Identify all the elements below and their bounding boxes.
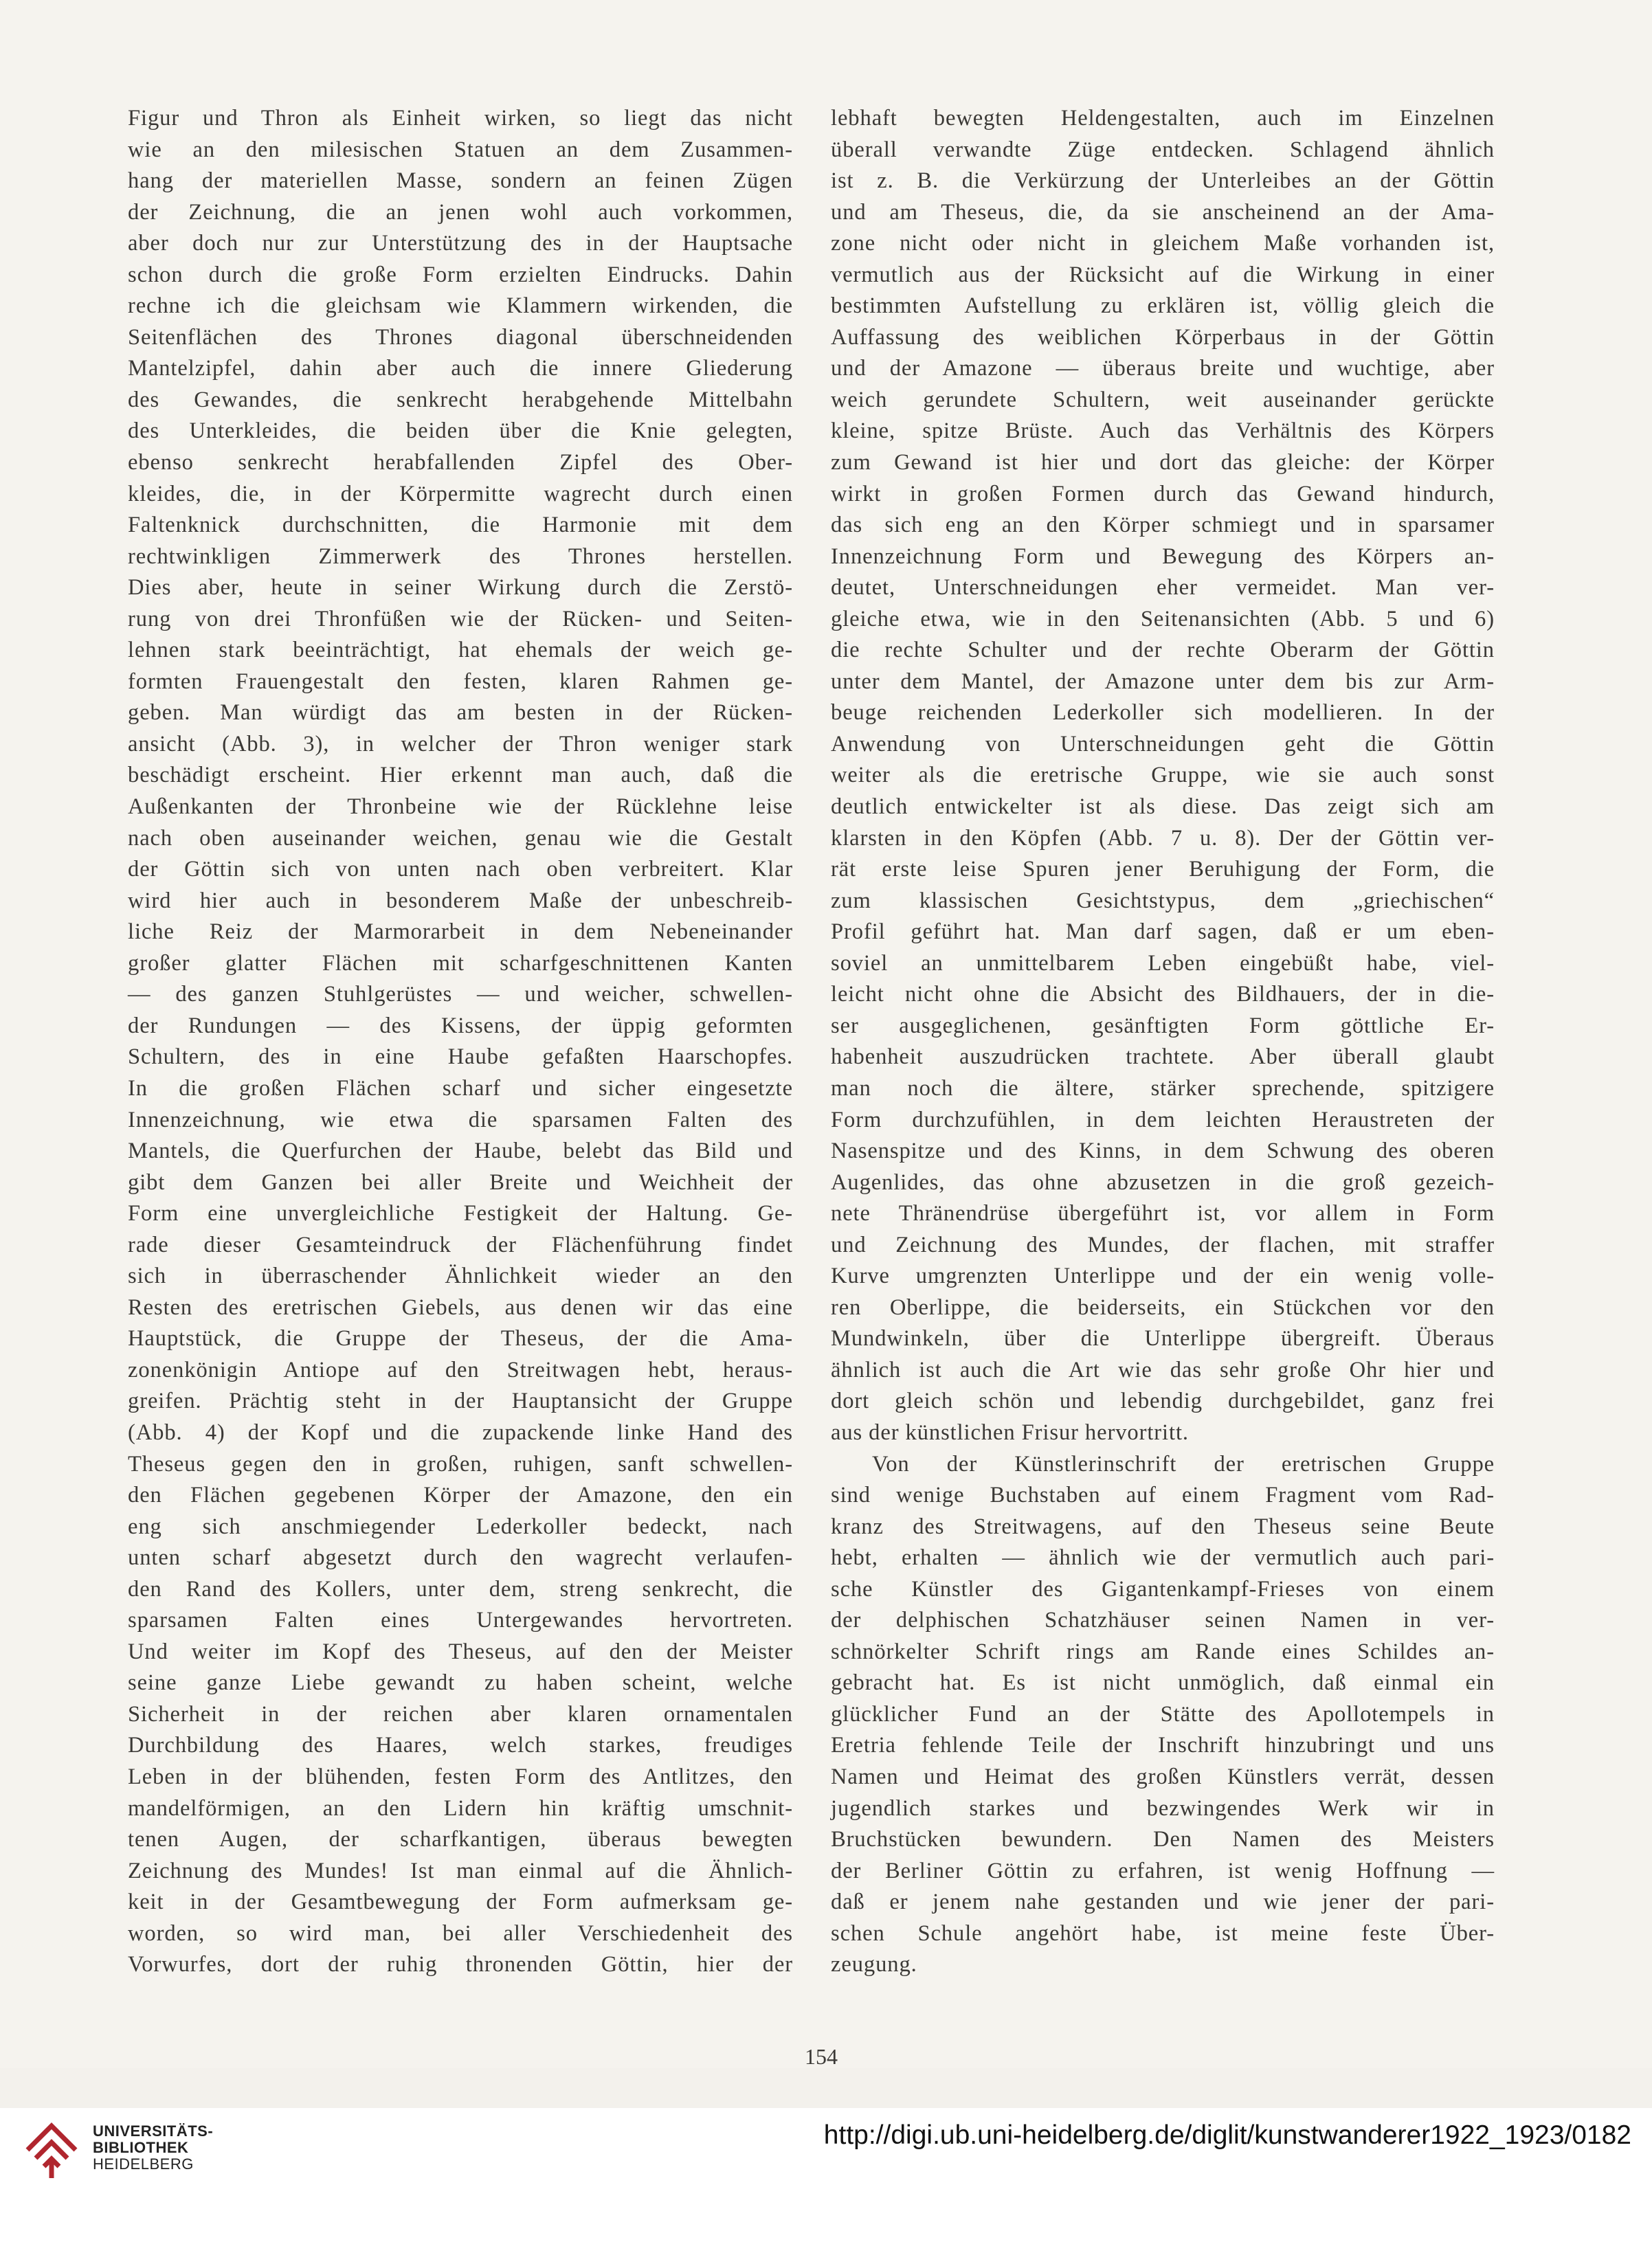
text-line: die rechte Schulter und der rechte Oberarm der Göttin: [831, 638, 1495, 663]
text-line: der Rundungen — des Kissens, der üppig geformten: [128, 1013, 793, 1038]
text-line: unter dem Mantel, der Amazone unter dem bis zur Arm-: [831, 669, 1495, 694]
text-line: hebt, erhalten — ähnlich wie der vermutlich auch pari-: [831, 1545, 1495, 1571]
text-line: und der Amazone — überaus breite und wuchtige, aber: [831, 356, 1495, 381]
text-line: deutet, Unterschneidungen eher vermeidet. Man ver-: [831, 575, 1495, 601]
text-line: vermutlich aus der Rücksicht auf die Wirkung in einer: [831, 262, 1495, 287]
text-line: gebracht hat. Es ist nicht unmöglich, daß einmal ein: [831, 1670, 1495, 1696]
text-line: Namen und Heimat des großen Künstlers verrät, dessen: [831, 1764, 1495, 1789]
text-line: Nasenspitze und des Kinns, in dem Schwung des oberen: [831, 1139, 1495, 1164]
text-line: Augenlides, das ohne abzusetzen in die groß gezeich-: [831, 1169, 1495, 1195]
text-line: ebenso senkrecht herabfallenden Zipfel des Ober-: [128, 450, 793, 475]
text-line: großer glatter Flächen mit scharfgeschnittenen Kanten: [128, 950, 793, 976]
text-line: Form eine unvergleichliche Festigkeit der Haltung. Ge-: [128, 1201, 793, 1226]
text-line: Vorwurfes, dort der ruhig thronenden Göttin, hier der: [128, 1952, 793, 1977]
text-line: überall verwandte Züge entdecken. Schlagend ähnlich: [831, 137, 1495, 162]
text-line: Mantels, die Querfurchen der Haube, belebt das Bild und: [128, 1139, 793, 1164]
text-line: sche Künstler des Gigantenkampf-Frieses von einem: [831, 1576, 1495, 1602]
text-line: Theseus gegen den in großen, ruhigen, sanft schwellen-: [128, 1451, 793, 1477]
text-line: lebhaft bewegten Heldengestalten, auch im Einzelnen: [831, 106, 1495, 131]
text-line: kranz des Streitwagens, auf den Theseus seine Beute: [831, 1514, 1495, 1539]
text-line: Eretria fehlende Teile der Inschrift hinzubringt und uns: [831, 1733, 1495, 1758]
text-line: unten scharf abgesetzt durch den wagrecht verlaufen-: [128, 1545, 793, 1571]
library-logo-icon: [21, 2119, 82, 2181]
text-line: des Unterkleides, die beiden über die Knie gelegten,: [128, 418, 793, 444]
text-line: Auffassung des weiblichen Körperbaus in der Göttin: [831, 324, 1495, 350]
text-line: Zeichnung des Mundes! Ist man einmal auf die Ähnlich-: [128, 1858, 793, 1883]
text-line: zum klassischen Gesichtstypus, dem „griechischen“: [831, 888, 1495, 913]
text-line: mandelförmigen, an den Lidern hin kräftig umschnit-: [128, 1795, 793, 1821]
text-line: sind wenige Buchstaben auf einem Fragment vom Rad-: [831, 1483, 1495, 1508]
text-line: Seitenflächen des Thrones diagonal überschneidenden: [128, 324, 793, 350]
text-line: nete Thränendrüse übergeführt ist, vor allem in Form: [831, 1201, 1495, 1226]
text-line: gleiche etwa, wie in den Seitenansichten (Abb. 5 und 6): [831, 606, 1495, 631]
text-line: bestimmten Aufstellung zu erklären ist, völlig gleich die: [831, 293, 1495, 319]
text-line: greifen. Prächtig steht in der Hauptansicht der Gruppe: [128, 1389, 793, 1414]
text-line: worden, so wird man, bei aller Verschiedenheit des: [128, 1920, 793, 1946]
text-line: Innenzeichnung, wie etwa die sparsamen Falten des: [128, 1107, 793, 1132]
text-line: Bruchstücken bewundern. Den Namen des Meisters: [831, 1827, 1495, 1852]
text-line: Figur und Thron als Einheit wirken, so liegt das nicht: [128, 106, 793, 131]
text-line: zum Gewand ist hier und dort das gleiche: der Körper: [831, 450, 1495, 475]
text-line: daß er jenem nahe gestanden und wie jener der pari-: [831, 1890, 1495, 1915]
text-line: jugendlich starkes und bezwingendes Werk wir in: [831, 1795, 1495, 1821]
text-line: Anwendung von Unterschneidungen geht die Göttin: [831, 731, 1495, 756]
text-line: tenen Augen, der scharfkantigen, überaus bewegten: [128, 1827, 793, 1852]
text-line: den Rand des Kollers, unter dem, streng senkrecht, die: [128, 1576, 793, 1602]
text-line: sparsamen Falten eines Untergewandes hervortreten.: [128, 1608, 793, 1633]
text-line: Faltenknick durchschnitten, die Harmonie mit dem: [128, 513, 793, 538]
text-line: ser ausgeglichenen, gesänftigten Form göttliche Er-: [831, 1013, 1495, 1038]
text-line: dort gleich schön und lebendig durchgebildet, ganz frei: [831, 1389, 1495, 1414]
text-line: beuge reichenden Lederkoller sich modellieren. In der: [831, 700, 1495, 726]
text-line: lehnen stark beeinträchtigt, hat ehemals der weich ge-: [128, 638, 793, 663]
text-line: zonenkönigin Antiope auf den Streitwagen hebt, heraus-: [128, 1357, 793, 1382]
text-line: glücklicher Fund an der Stätte des Apollotempels in: [831, 1701, 1495, 1727]
library-name-line3: HEIDELBERG: [93, 2155, 194, 2173]
text-line: aus der künstlichen Frisur hervortritt.: [831, 1420, 1189, 1445]
text-line: liche Reiz der Marmorarbeit in dem Nebeneinander: [128, 919, 793, 945]
text-line: Sicherheit in der reichen aber klaren ornamentalen: [128, 1701, 793, 1727]
text-line: Profil geführt hat. Man darf sagen, daß er um eben-: [831, 919, 1495, 945]
text-line: gibt dem Ganzen bei aller Breite und Weichheit der: [128, 1169, 793, 1195]
text-line: des Gewandes, die senkrecht herabgehende Mittelbahn: [128, 387, 793, 412]
text-line: Kurve umgrenzten Unterlippe und der ein wenig volle-: [831, 1264, 1495, 1289]
text-line: soviel an unmittelbarem Leben eingebüßt habe, viel-: [831, 950, 1495, 976]
text-line: rechtwinkligen Zimmerwerk des Thrones herstellen.: [128, 543, 793, 569]
text-line: Außenkanten der Thronbeine wie der Rücklehne leise: [128, 794, 793, 820]
text-line: sich in überraschender Ähnlichkeit wieder an den: [128, 1264, 793, 1289]
text-line: Form durchzufühlen, in dem leichten Heraustreten der: [831, 1107, 1495, 1132]
text-line: kleine, spitze Brüste. Auch das Verhältnis des Körpers: [831, 418, 1495, 444]
text-line: habenheit auszudrücken trachtete. Aber überall glaubt: [831, 1044, 1495, 1070]
text-line: In die großen Flächen scharf und sicher eingesetzte: [128, 1075, 793, 1101]
text-line: — des ganzen Stuhlgerüstes — und weicher, schwellen-: [128, 982, 793, 1007]
text-line: ren Oberlippe, die beiderseits, ein Stückchen vor den: [831, 1294, 1495, 1320]
text-line: Schultern, des in eine Haube gefaßten Haarschopfes.: [128, 1044, 793, 1070]
text-line: rade dieser Gesamteindruck der Flächenführung findet: [128, 1232, 793, 1257]
text-line: das sich eng an den Körper schmiegt und in sparsamer: [831, 513, 1495, 538]
text-line: wird hier auch in besonderem Maße der unbeschreib-: [128, 888, 793, 913]
text-line: rung von drei Thronfüßen wie der Rücken- und Seiten-: [128, 606, 793, 631]
text-line: deutlich entwickelter ist als diese. Das zeigt sich am: [831, 794, 1495, 820]
text-line: zeugung.: [831, 1952, 917, 1977]
text-line: Resten des eretrischen Giebels, aus denen wir das eine: [128, 1294, 793, 1320]
library-name-line1: UNIVERSITÄTS-: [93, 2122, 214, 2140]
text-line: weiter als die eretrische Gruppe, wie sie auch sonst: [831, 763, 1495, 788]
text-line: leicht nicht ohne die Absicht des Bildhauers, der in die-: [831, 982, 1495, 1007]
text-line: rechne ich die gleichsam wie Klammern wirkenden, die: [128, 293, 793, 319]
text-line: Mantelzipfel, dahin aber auch die innere Gliederung: [128, 356, 793, 381]
text-line: aber doch nur zur Unterstützung des in der Hauptsache: [128, 231, 793, 256]
text-line: kleides, die, in der Körpermitte wagrecht durch einen: [128, 481, 793, 506]
text-line: geben. Man würdigt das am besten in der Rücken-: [128, 700, 793, 726]
text-line: Dies aber, heute in seiner Wirkung durch die Zerstö-: [128, 575, 793, 601]
text-line: schen Schule angehört habe, ist meine feste Über-: [831, 1920, 1495, 1946]
text-line: nach oben auseinander weichen, genau wie die Gestalt: [128, 825, 793, 851]
text-line: klarsten in den Köpfen (Abb. 7 u. 8). Der der Göttin ver-: [831, 825, 1495, 851]
text-line: seine ganze Liebe gewandt zu haben scheint, welche: [128, 1670, 793, 1696]
text-line: schnörkelter Schrift rings am Rande eines Schildes an-: [831, 1639, 1495, 1664]
text-line: weich gerundete Schultern, weit auseinander gerückte: [831, 387, 1495, 412]
text-line: der Göttin sich von unten nach oben verbreitert. Klar: [128, 857, 793, 882]
text-line: wie an den milesischen Statuen an dem Zusammen-: [128, 137, 793, 162]
text-line: ähnlich ist auch die Art wie das sehr große Ohr hier und: [831, 1357, 1495, 1382]
text-line: ist z. B. die Verkürzung der Unterleibes an der Göttin: [831, 168, 1495, 194]
library-name: [93, 2123, 213, 2173]
text-line: hang der materiellen Masse, sondern an feinen Zügen: [128, 168, 793, 194]
text-line: der Zeichnung, die an jenen wohl auch vorkommen,: [128, 199, 793, 225]
permalink-url[interactable]: http://digi.ub.uni-heidelberg.de/diglit/kunstwanderer1922_1923/0182: [823, 2120, 1631, 2150]
text-line: zone nicht oder nicht in gleichem Maße vorhanden ist,: [831, 231, 1495, 256]
text-line: der Berliner Göttin zu erfahren, ist wenig Hoffnung —: [831, 1858, 1495, 1883]
text-line: Leben in der blühenden, festen Form des Antlitzes, den: [128, 1764, 793, 1789]
text-line: Und weiter im Kopf des Theseus, auf den der Meister: [128, 1639, 793, 1664]
page-number: 154: [805, 2044, 838, 2069]
text-line: beschädigt erscheint. Hier erkennt man auch, daß die: [128, 763, 793, 788]
text-line: ansicht (Abb. 3), in welcher der Thron weniger stark: [128, 731, 793, 756]
text-line: wirkt in großen Formen durch das Gewand hindurch,: [831, 481, 1495, 506]
text-column-right: [831, 103, 1495, 1981]
text-line: der delphischen Schatzhäuser seinen Namen in ver-: [831, 1608, 1495, 1633]
text-line: eng sich anschmiegender Lederkoller bedeckt, nach: [128, 1514, 793, 1539]
library-name-line2: BIBLIOTHEK: [93, 2139, 189, 2156]
text-line: Hauptstück, die Gruppe der Theseus, der die Ama-: [128, 1326, 793, 1352]
text-line: und Zeichnung des Mundes, der flachen, mit straffer: [831, 1232, 1495, 1257]
text-line: formten Frauengestalt den festen, klaren Rahmen ge-: [128, 669, 793, 694]
text-line: (Abb. 4) der Kopf und die zupackende linke Hand des: [128, 1420, 793, 1445]
text-line: man noch die ältere, stärker sprechende, spitzigere: [831, 1075, 1495, 1101]
text-line: und am Theseus, die, da sie anscheinend an der Ama-: [831, 199, 1495, 225]
text-line: schon durch die große Form erzielten Eindrucks. Dahin: [128, 262, 793, 287]
text-line: Mundwinkeln, über die Unterlippe übergreift. Überaus: [831, 1326, 1495, 1352]
text-line: keit in der Gesamtbewegung der Form aufmerksam ge-: [128, 1890, 793, 1915]
text-line: Von der Künstlerinschrift der eretrischen Gruppe: [872, 1451, 1495, 1477]
text-line: Innenzeichnung Form und Bewegung des Körpers an-: [831, 543, 1495, 569]
text-line: Durchbildung des Haares, welch starkes, freudiges: [128, 1733, 793, 1758]
text-line: den Flächen gegebenen Körper der Amazone, den ein: [128, 1483, 793, 1508]
text-line: rät erste leise Spuren jener Beruhigung der Form, die: [831, 857, 1495, 882]
text-column-left: [128, 103, 793, 1981]
